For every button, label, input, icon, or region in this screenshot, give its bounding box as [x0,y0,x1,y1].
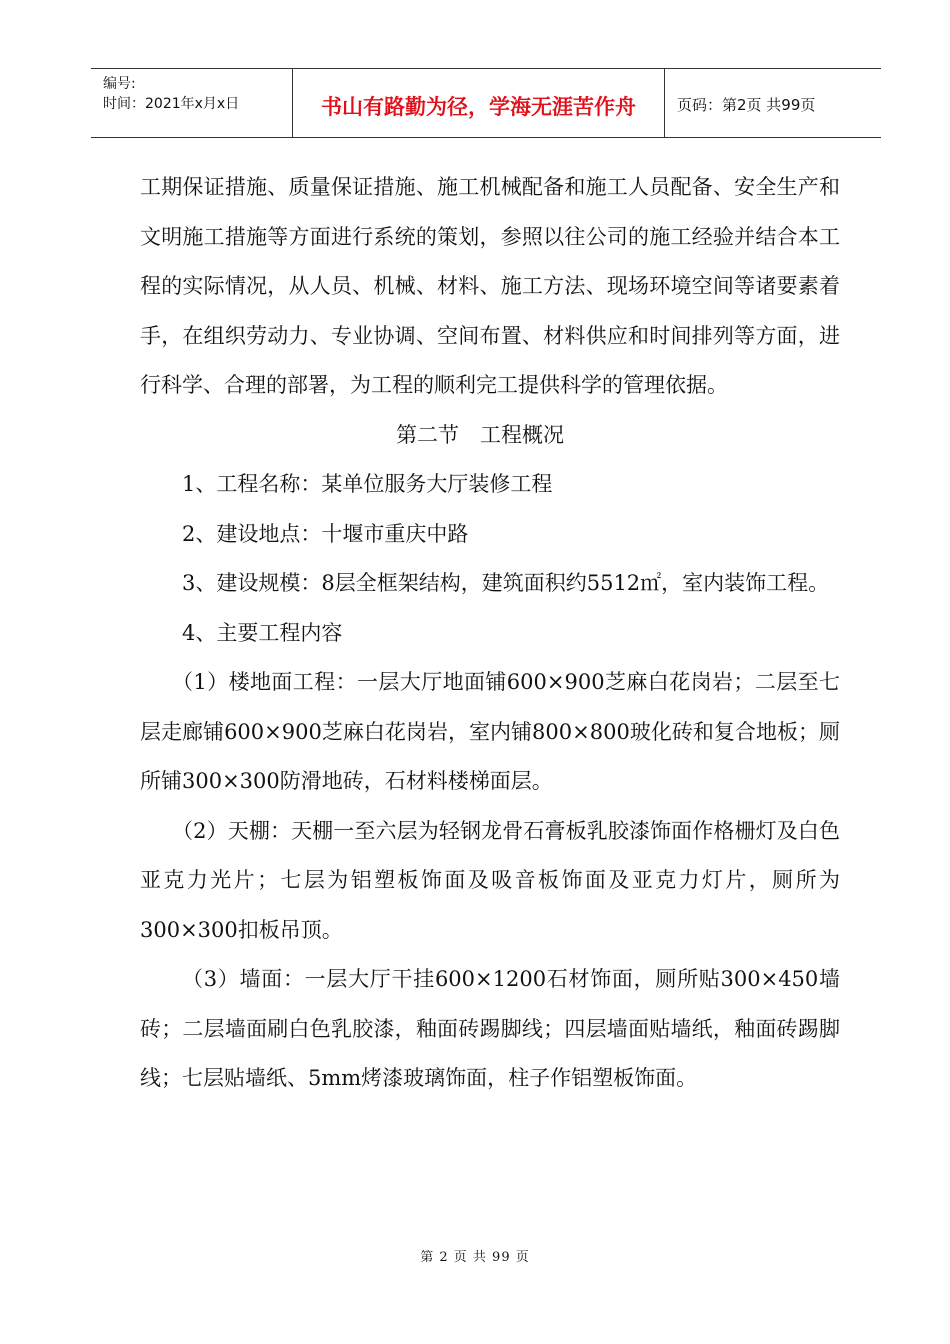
document-date: 时间：2021年x月x日 [103,96,240,112]
page-header [91,68,881,138]
paragraph-walls: （3）墙面：一层大厅干挂600×1200石材饰面，厕所贴300×450墙砖；二层墙面刷白色乳胶漆，釉面砖踢脚线；四层墙面贴墙纸，釉面砖踢脚线；七层贴墙纸、5mm烤漆玻璃饰面，柱子作铝塑板饰面。 [140,967,840,1090]
paragraph-ceiling: （2）天棚：天棚一至六层为轻钢龙骨石膏板乳胶漆饰面作格栅灯及白色亚克力光片；七层为铝塑板饰面及吸音板饰面及亚克力灯片，厕所为300×300扣板吊顶。 [140,818,840,942]
section-heading: 第二节 工程概况 [396,422,564,447]
header-meta-cell [91,69,293,137]
paragraph-floor-works: （1）楼地面工程：一层大厅地面铺600×900芝麻白花岗岩；二层至七层走廊铺600×900芝麻白花岗岩，室内铺800×800玻化砖和复合地板；厕所铺300×300防滑地砖，石材料楼梯面层。 [140,670,840,793]
header-motto: 书山有路勤为径，学海无涯苦作舟 [321,95,636,119]
document-body [140,163,840,1104]
paragraph-project-name: 1、工程名称：某单位服务大厅装修工程 [182,472,553,496]
header-motto-cell [293,69,665,137]
page-footer: 第 2 页 共 99 页 [420,1250,530,1265]
paragraph-main-content: 4、主要工程内容 [182,620,343,645]
paragraph-scale: 3、建设规模：8层全框架结构，建筑面积约5512㎡，室内装饰工程。 [182,571,830,595]
paragraph-continuation: 工期保证措施、质量保证措施、施工机械配备和施工人员配备、安全生产和文明施工措施等方面进行系统的策划，参照以往公司的施工经验并结合本工程的实际情况，从人员、机械、材料、施工方法、现场环境空间等诸要素着手，在组织劳动力、专业协调、空间布置、材料供应和时间排列等方面，进行科学、合理的部署，为工程的顺利完工提供科学的管理依据。 [140,175,840,397]
document-number-label: 编号: [103,76,136,92]
header-page-cell [665,69,881,137]
header-page-number: 页码：第2页 共99页 [677,96,816,114]
paragraph-location: 2、建设地点：十堰市重庆中路 [182,521,469,546]
